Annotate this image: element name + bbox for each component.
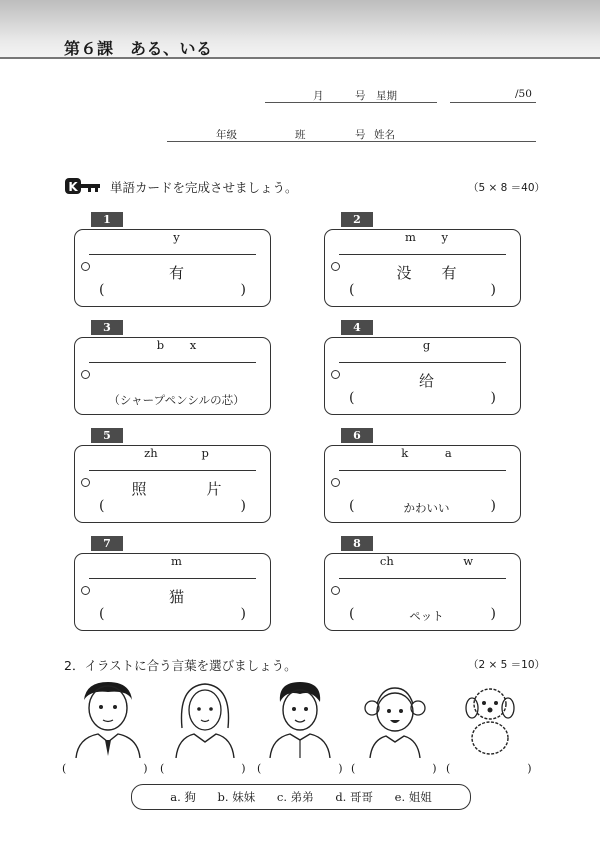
card-word: 猫 [168,588,184,606]
word-card [324,229,521,307]
card-meaning: ペット [409,609,444,623]
choice-e: e. 姐姐 [394,790,432,804]
card-pinyin-line [89,578,256,579]
word-card [324,553,521,631]
card-pinyin-line [339,362,506,363]
girl-figure [362,678,428,758]
card-number-tab: 4 [341,320,373,335]
card-pinyin[interactable]: g [422,338,431,352]
card-paren-right[interactable]: ) [240,498,246,514]
card-number-tab: 2 [341,212,373,227]
card-hole [331,370,340,379]
card-number-tab: 3 [91,320,123,335]
name-line[interactable] [167,141,536,142]
card-paren-right[interactable]: ) [490,390,496,406]
choice-d: d. 哥哥 [335,790,373,804]
card-pinyin[interactable]: zh p [144,446,209,460]
card-word: 有 [168,264,184,282]
card-paren-right[interactable]: ) [490,498,496,514]
card-hole [331,262,340,271]
choice-a: a. 狗 [170,790,196,804]
section2-points: （2 × 5 ＝10） [468,659,546,671]
score-line[interactable] [450,102,536,103]
page-title: 第６課 ある、いる [64,39,213,58]
card-hole [81,262,90,271]
card-number-tab: 1 [91,212,123,227]
card-number-tab: 6 [341,428,373,443]
weekday-label: 星期 [376,90,397,102]
card-meaning: （シャープペンシルの芯） [108,393,245,407]
card-paren-left[interactable]: ( [99,282,105,298]
word-card [324,337,521,415]
card-pinyin[interactable]: ch w [379,554,474,568]
date-line[interactable] [265,102,437,103]
svg-text:K: K [68,180,78,194]
card-number-tab: 7 [91,536,123,551]
card-paren-left[interactable]: ( [99,606,105,622]
answer-blank-3[interactable]: ( ) [257,762,343,775]
day-label: 号 [355,90,366,102]
card-paren-right[interactable]: ) [240,606,246,622]
word-card [74,337,271,415]
card-number-tab: 8 [341,536,373,551]
word-card [74,553,271,631]
card-word: 没 有 [396,264,457,282]
card-hole [81,478,90,487]
card-pinyin[interactable]: y [173,230,180,244]
card-paren-left[interactable]: ( [99,498,105,514]
choice-b: b. 妹妹 [217,790,256,804]
word-card [74,445,271,523]
boy-figure [266,678,334,758]
card-pinyin[interactable]: m y [405,230,448,244]
man-in-suit-figure [72,678,144,758]
card-pinyin-line [89,362,256,363]
card-paren-right[interactable]: ) [240,282,246,298]
card-meaning: かわいい [403,501,450,515]
answer-blank-5[interactable]: ( ) [446,762,532,775]
card-paren-left[interactable]: ( [349,390,355,406]
key-icon [64,177,104,195]
section1-title: 単語カードを完成させましょう。 [110,180,298,195]
card-hole [81,586,90,595]
card-pinyin[interactable]: m [171,554,182,568]
card-paren-left[interactable]: ( [349,606,355,622]
card-word: 照 片 [131,480,222,498]
choice-c: c. 弟弟 [276,790,314,804]
class-label: 班 [295,129,306,141]
card-hole [331,478,340,487]
card-pinyin[interactable]: k a [401,446,452,460]
section2-title: 2．イラストに合う言葉を選びましょう。 [64,658,297,673]
choices-box [131,784,471,810]
answer-blank-2[interactable]: ( ) [160,762,246,775]
card-paren-right[interactable]: ) [490,282,496,298]
card-pinyin-line [339,578,506,579]
card-pinyin-line [339,470,506,471]
dog-figure [462,678,518,758]
answer-blank-1[interactable]: ( ) [62,762,148,775]
card-hole [81,370,90,379]
section1-points: （5 × 8 ＝40） [468,182,546,194]
number-label: 号 [355,129,366,141]
card-paren-right[interactable]: ) [490,606,496,622]
card-word: 给 [418,372,434,390]
card-hole [331,586,340,595]
card-number-tab: 5 [91,428,123,443]
month-label: 月 [313,90,324,102]
score-label: /50 [515,88,532,100]
card-pinyin-line [339,254,506,255]
word-card [324,445,521,523]
card-pinyin-line [89,254,256,255]
card-pinyin-line [89,470,256,471]
answer-blank-4[interactable]: ( ) [351,762,437,775]
card-paren-left[interactable]: ( [349,282,355,298]
grade-label: 年级 [216,129,237,141]
card-pinyin[interactable]: b x [156,338,197,352]
name-label: 姓名 [374,129,395,141]
word-card [74,229,271,307]
card-paren-left[interactable]: ( [349,498,355,514]
woman-figure [172,678,238,758]
